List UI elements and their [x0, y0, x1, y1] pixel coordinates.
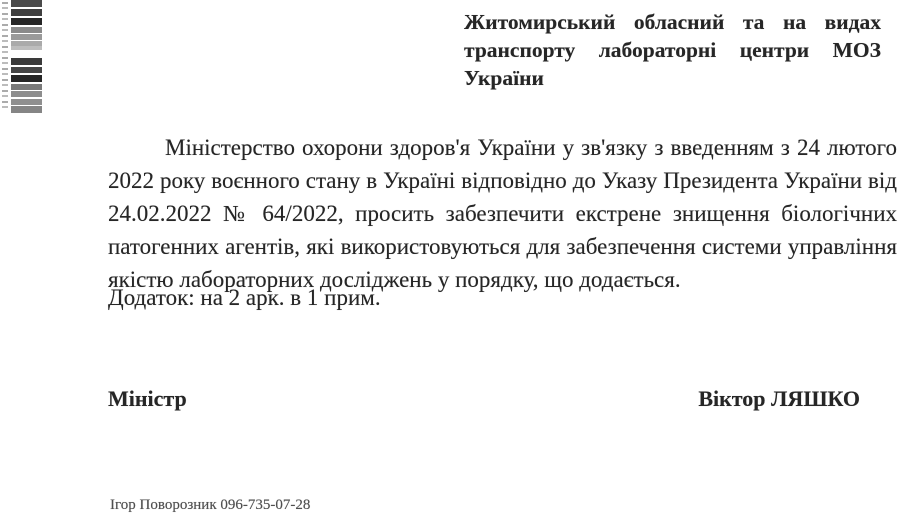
body-line: патогенних агентів, які використовуються для забезпечення системи управління: [108, 234, 897, 259]
executor-contact: Ігор Поворозник 096-735-07-28: [110, 497, 311, 513]
recipient-line: України: [464, 66, 544, 90]
body-line: 24.02.2022 № 64/2022, просить забезпечити екстрене знищення біологічних: [108, 201, 897, 226]
barcode-label-column: [2, 2, 8, 110]
body-line: 2022 року воєнного стану в Україні відповідно до Указу Президента України від: [108, 168, 897, 193]
barcode-icon: [2, 0, 42, 113]
barcode-bars-top: [11, 0, 42, 50]
body-paragraph: [108, 131, 897, 296]
recipient-line: Житомирський обласний та на видах: [464, 10, 881, 34]
barcode-bars-bottom: [11, 58, 42, 113]
recipient-line: транспорту лабораторні центри МОЗ: [464, 38, 881, 62]
body-line: Міністерство охорони здоров'я України у зв'язку з введенням з 24 лютого: [165, 135, 897, 160]
attachment-note: Додаток: на 2 арк. в 1 прим.: [108, 285, 381, 310]
signature-title: Міністр: [108, 386, 187, 411]
body-line: якістю лабораторних досліджень у порядку, що додається.: [108, 267, 681, 292]
signature-name: Віктор ЛЯШКО: [698, 386, 860, 411]
recipient-block: [464, 8, 881, 92]
signature-row: [108, 386, 860, 412]
